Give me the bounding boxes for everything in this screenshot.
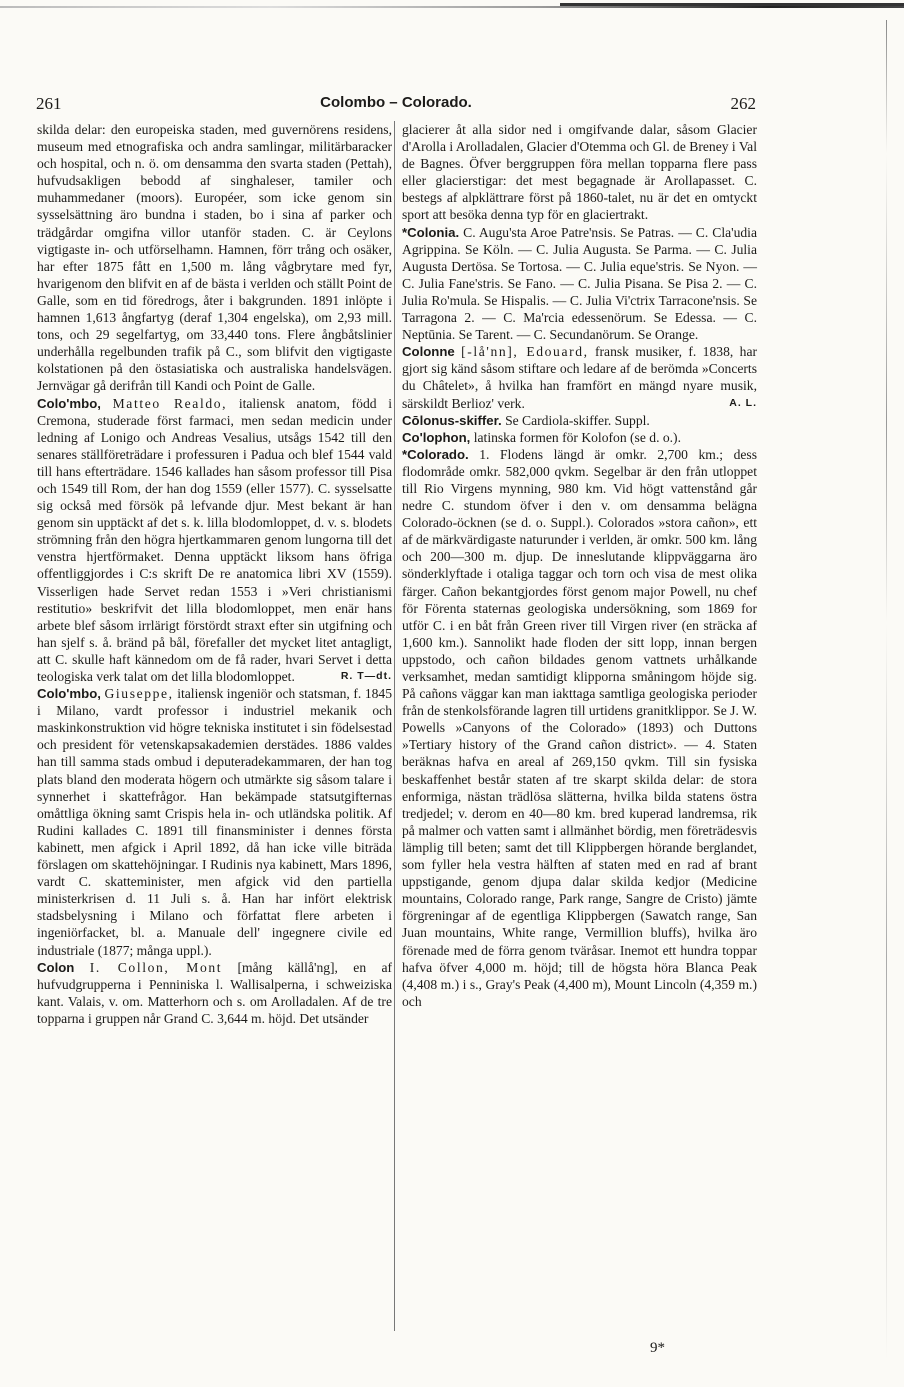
entry-colombo-matteo [37,395,392,686]
scan-edge-mark [560,3,904,6]
entry-text: [mång källå'ng], en af hufvudgrupperna i Penniniska l. Wallisalperna, i schweiziska kant. Valais, v. om. Matterhorn och s. om Arolladalen. Af de tre topparna i gruppen når Grand C. 3,644 m. höjd. Det utsänder [37,959,393,1026]
running-title: Colombo – Colorado. [320,94,472,111]
entry-colonus-skiffer [402,412,757,429]
entry-text: Se Cardiola-skiffer. Suppl. [505,412,650,428]
entry-colonne [402,343,757,411]
entry-colon [37,959,392,1027]
right-column [402,121,757,1010]
column-divider [394,121,395,1331]
entry-headword: *Colorado. [402,446,469,462]
page-header [36,94,756,114]
entry-place-name: I. Collon, Mont [89,959,223,975]
entry-text: italiensk anatom, född i Cremona, studerade först farmaci, men sedan medicin under ledning af Lonigo och Andreas Vesalius, utsågs 1542 till den senares ställföreträdare i professuren i Padua och blef 1544 vald till hans efterträdare. 1546 kallades han såsom professor till Pisa och 1549 till Rom, der han dog 1559 (eller 1577). C. sysselsatte sig också med försök på lefvande djur. Mest bekant är han genom sin upptäckt af det s. k. lilla blodomloppet, d. v. s. blodets strömning från den högra hjertkammaren genom lungorna till det venstra hjertförmaket. Denna upptäckt liksom hans öfriga offentliggjordes i C:s skrift De re anatomica libri XV (1559). Visserligen hade Servet redan 1553 i »Veri christianismi restitutio» beskrifvit det lilla blodomloppet, men enär hans arbete blef såsom irrlärigt förstördt straxt efter sin utgifning och han sjelf s. å. bränd på bål, förefaller det mycket litet antagligt, att C. skulle haft kännedom om de få rader, hvari Servet i detta teologiska verk talat om det lilla blodomloppet. [37,395,393,684]
entry-text: fransk musiker, f. 1838, har gjort sig känd såsom stiftare och ledare af de berömda »Concerts du Châtelet», å hvilka han framfört en mängd nyare musik, särskildt Berlioz' verk. [402,344,758,411]
entry-colombo-giuseppe [37,685,392,959]
entry-text: latinska formen för Kolofon (se d. o.). [473,429,681,445]
entry-colorado [402,446,757,1010]
entry-person-name: Matteo Realdo, [112,395,228,411]
entry-person-name: [-lå'nn], Edouard, [461,344,589,360]
scan-edge-line [0,6,904,8]
entry-colonia [402,224,757,344]
sheet-signature-mark: 9* [650,1340,665,1356]
entry-colophon [402,429,757,446]
page-number-right: 262 [730,94,756,113]
left-column [37,121,392,1027]
entry-text: italiensk ingeniör och statsman, f. 1845 i Milano, vardt professor i industriel mekanik och maskinkonstruktion vid högre tekniska institutet i sin födelsestad och president för vetenskapsakademien derstädes. 1886 valdes han till samma stads ombud i deputeradekammaren, der han tog plats bland den moderata högern och utmärkte sig såsom talare i synnerhet i skattefrågor. Han bekämpade statsutgifternas omåttliga ökning samt Crispis hela in- och utländska politik. Af Rudini kallades C. 1891 till finansminister i dennes första kabinett, men afgick i April 1892, då han icke ville biträda förslagen om skattehöjningar. I Rudinis nya kabinett, Mars 1896, vardt C. skatteminister, men afgick vid den partiella ministerkrisen d. 11 Juli s. å. Han har infört elektrisk stadsbelysning i Milano och författat flere arbeten i ingeniörfacket, bl. a. Manuale dell' ingegnere civile ed industriale (1877; många uppl.). [37,686,393,958]
page-edge-shadow [886,20,887,1360]
continuation-paragraph: glacierer åt alla sidor ned i omgifvande dalar, såsom Glacier d'Arolla i Arolladalen, Glacier d'Otemma och Gl. de Breney i Val de Bagnes. Öfver berggruppen föra mellan topparna flere pass eller glacierstigar: det mest begagnade är Arollapasset. C. bestegs af alpklättrare först på 1860-talet, nu är det en omtyckt sport att besöka denna typ för en glaciertrakt. [402,122,757,223]
entry-headword: *Colonia. [402,224,460,240]
entry-text: C. Augu'sta Aroe Patre'nsis. Se Patras. — C. Cla'udia Agrippina. Se Köln. — C. Julia Augusta. Se Parma. — C. Julia Augusta Dertösa. Se Tortosa. — C. Julia eque'stris. Se Nyon. — C. Julia Fane'stris. Se Fano. — C. Julia Pisana. Se Pisa 2. — C. Julia Ro'mula. Se Hispalis. — C. Julia Vi'ctrix Tarracone'nsis. Se Tarragona 2. — C. Ma'rcia edessenörum. Se Edessa. — C. Neptūnia. Se Tarent. — C. Secundanörum. Se Orange. [402,224,757,343]
author-signature: R. T—dt. [340,670,392,682]
entry-person-name: Giuseppe, [104,686,174,702]
page-number-left: 261 [36,94,62,113]
entry-headword: Co'lophon, [402,429,471,445]
entry-headword: Cōlonus-skiffer. [402,412,502,428]
entry-headword: Colo'mbo, [37,686,101,702]
continuation-paragraph: skilda delar: den europeiska staden, med guvernörens residens, museum med etnografiska och andra samlingar, militärbaracker och hospital, och n. ö. om densamma den svarta staden (Pettah), hufvudsakligen bebodd af singhaleser, tamiler och muhammedaner (moors). Européer, som icke genom sin sysselsättning äro bundna i staden, bo i sina af parker och trädgårdar omgifna villor utanför staden. C. är Ceylons vigtigaste in- och utförselhamn. Hamnen, förr trång och osäker, har efter 1875 fått en 1,500 m. lång vågbrytare med fyr, hvarigenom den blifvit en af de bästa i verlden och ställt Point de Galle, som en tid föredrogs, åter i bakgrunden. 1891 inlöpte i hamnen 1,613 ångfartyg (deraf 1,304 engelska), om 2,93 mill. tons, och 29 segelfartyg, om 33,440 tons. Flere ångbåtslinier underhålla regelbunden trafik på C., som blifvit den vigtigaste kolstationen på den östasiatiska och australiska handelsvägen. Jernvägar gå derifrån till Kandi och Point de Galle. [37,122,392,394]
entry-text: 1. Flodens längd är omkr. 2,700 km.; dess flodområde omkr. 582,000 qvkm. Segelbar är den från utloppet till Rio Virgens mynning, 980 km. Vid högt vattenstånd går nedre C. stundom öfver i den v. om densamma belägna Colorado-öcknen (se d. o. Suppl.). Colorados »stora cañon», ett af de märkvärdigaste naturunder i verlden, är omkr. 500 km. lång och 200—300 m. djup. De inneslutande klippväggarna äro sönderklyftade i otaliga taggar och torn och visa de mest olika färger. Cañon bekantgjordes först genom major Powell, nu chef för Förenta staternas geologiska undersökning, som 1869 for utför C. i en båt från Green river till Virgen river (en sträcka af 1,600 km.). Sannolikt hade floden der sitt lopp, innan bergen uppstodo, och cañon bildades genom vattnets urhålkande verksamhet, medan samtidigt klipporna småningom höjde sig. På cañons väggar kan man iakttaga samtliga geologiska perioder från de stenkolsförande lagren till urtidens granitklippor. Se J. W. Powells »Canyons of the Colorado» (1893) och Duttons »Tertiary history of the Grand cañon district». — 4. Staten beräknas hafva en areal af 269,150 qvkm. Till sin fysiska beskaffenhet består staten af tre skarpt skilda delar: de stora enformiga, nästan trädlösa slätterna, hvilka bilda statens östra tredjedel; v. derom en 40—80 km. bred kuperad landremsa, rik på malmer och vatten samt i allmänhet bördig, men företrädesvis lämplig till beten; samt det till Klippbergen hörande berglandet, som fyller hela vestra hälften af staten med en rad af brant uppstigande, genom djupa dalar skilda kedjor (Medicine mountains, Colorado range, Park range, Sangre de Cristo) jämte förgreningar af de egentliga Klippbergen (Sawatch range, San Juan mountains, White range, Vermillion bluffs), hvilka äro förenade med de förra genom tväråsar. Inemot ett hundra toppar hafva öfver 4,000 m. höjd; till de högsta höra Blanca Peak (4,408 m.) i s., Gray's Peak (4,400 m), Mount Lincoln (4,359 m.) och [402,446,757,1009]
entry-headword: Colo'mbo, [37,395,101,411]
entry-headword: Colon [37,959,75,975]
author-signature: A. L. [729,396,757,409]
entry-headword: Colonne [402,344,455,360]
